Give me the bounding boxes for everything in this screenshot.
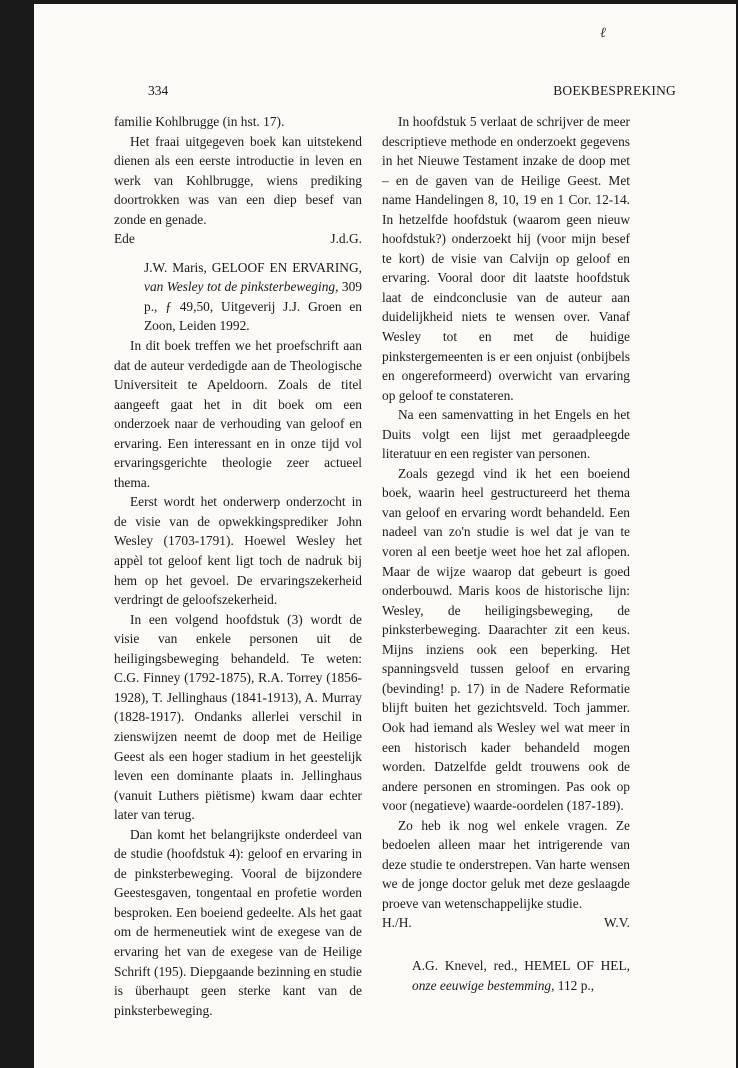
paragraph: In een volgend hoofdstuk (3) wordt de visie van enkele personen uit de heiligingsbeweging behandeld. Te weten: C.G. Finney (1792-1875), R.A. Torrey (1856-1928), T. Jellinghaus (1841-1913), A. Murray (1828-1917). Ondanks allerlei verschil in zienswijzen neemt de doop met de Heilige Geest als een hoger stadium in het geestelijk leven een dominante plaats in. Jellinghaus (vanuit Luthers piëtisme) kwam daar echter later van terug. — [114, 611, 362, 823]
reference-text: J.W. Maris, GELOOF EN ERVARING, — [144, 259, 362, 275]
section-title: BOEKBESPREKING — [553, 83, 676, 98]
margin-mark: ℓ — [600, 26, 606, 41]
paragraph: Het fraai uitgegeven boek kan uitstekend dienen als een eerste introductie in leven en werk van Kohlbrugge, wiens prediking doortrokken was van een diep besef van zonde en genade. — [114, 133, 362, 227]
paragraph: In hoofdstuk 5 verlaat de schrijver de meer descriptieve methode en onderzoekt gegevens in het Nieuwe Testament inzake de doop met – en de gaven van de Heilige Geest. Met name Handelingen 8, 10, 19 en 1 Cor. 12-14. In hetzelfde hoofdstuk (waarom geen nieuw hoofdstuk?) onderzoekt hij (voor mijn besef te kort) de visie van Calvijn op geloof en ervaring. Vooral door dit laatste hoofdstuk laat de eindconclusie van de auteur aan duidelijkheid niets te wensen over. Vanaf Wesley tot en met de huidige pinkstergemeenten is er een onjuist (onbijbels en ongereformeerd) overwicht van ervaring op geloof te constateren. — [382, 114, 630, 403]
paragraph: Zo heb ik nog wel enkele vragen. Ze bedoelen alleen maar het intrigerende van deze studie te onderstrepen. Van harte wensen we de jonge doctor geluk met deze geslaagde proeve van wetenschappelijke studie. — [382, 817, 630, 911]
review-signature — [382, 913, 630, 933]
paragraph: Zoals gezegd vind ik het een boeiend boek, waarin heel gestructureerd het thema van geloof en ervaring wordt behandeld. Een nadeel van zo'n studie is wel dat je van te voren al een beetje weet hoe het zal aflopen. Maar de wijze waarop dat gebeurt is goed onderbouwd. Maris koos de historische lijn: Wesley, de heiligingsbeweging, de pinksterbeweging. Daarachter zit een keus. Mijns inziens ook een beperking. Het spanningsveld tussen geloof en ervaring (bevinding! p. 17) in de Nadere Reformatie blijft buiten het gezichtsveld. Toch jammer. Ook had iemand als Wesley wel wat meer in een historisch kader behandeld mogen worden. Datzelfde geldt trouwens ook de andere personen en stromingen. Pas ook op voor (negatieve) waarde-oordelen (187-189). — [382, 465, 630, 814]
running-header — [148, 83, 676, 101]
reference-text: A.G. Knevel, red., HEMEL OF HEL, — [412, 957, 630, 973]
signature-initials: J.d.G. — [330, 231, 362, 247]
signature-place: H./H. — [382, 915, 412, 931]
book-reference — [382, 956, 630, 995]
review-signature — [114, 229, 362, 249]
reference-details: 309 p., ƒ 49,50, Uitgeverij J.J. Groen en Zoon, Leiden 1992. — [144, 279, 362, 334]
right-column — [382, 112, 630, 995]
paragraph: Na een samenvatting in het Engels en het Duits volgt een lijst met geraadpleegde literatuur en een register van personen. — [382, 407, 630, 462]
signature-initials: W.V. — [603, 915, 630, 931]
page-number: 334 — [148, 83, 169, 98]
reference-subtitle: van Wesley tot de pinksterbeweging, — [144, 279, 339, 295]
reference-details: 112 p., — [554, 977, 595, 993]
paragraph: Eerst wordt het onderwerp onderzocht in de visie van de opwekkingsprediker John Wesley (1703-1791). Hoewel Wesley het appèl tot geloof kent ligt toch de nadruk bij hem op het gevoel. De ervaringszekerheid verdringt de geloofszekerheid. — [114, 494, 362, 608]
paragraph: In dit boek treffen we het proefschrift aan dat de auteur verdedigde aan de Theologische Universiteit te Apeldoorn. Zoals de titel aangeeft gaat het in dit boek om een onderzoek naar de verhouding van geloof en ervaring. Een interessant en in onze tijd vol ervaringsgerichte theologie zeer actueel thema. — [114, 338, 362, 490]
paragraph: familie Kohlbrugge (in hst. 17). — [114, 114, 285, 129]
reference-subtitle: onze eeuwige bestemming, — [412, 977, 555, 993]
signature-place: Ede — [114, 231, 135, 247]
left-column — [114, 112, 362, 1020]
book-reference — [114, 258, 362, 336]
paragraph: Dan komt het belangrijkste onderdeel van de studie (hoofdstuk 4): geloof en ervaring in de pinksterbeweging. Vooral de bijzondere Geestesgaven, tongentaal en profetie worden besproken. Een boeiend gedeelte. Als het gaat om de hermeneutiek wint de exegese van de ervaring het van de exegese van de Heilige Schrift (195). Diepgaande bezinning en studie is überhaupt geen sterke kant van de pinksterbeweging. — [114, 826, 362, 1018]
